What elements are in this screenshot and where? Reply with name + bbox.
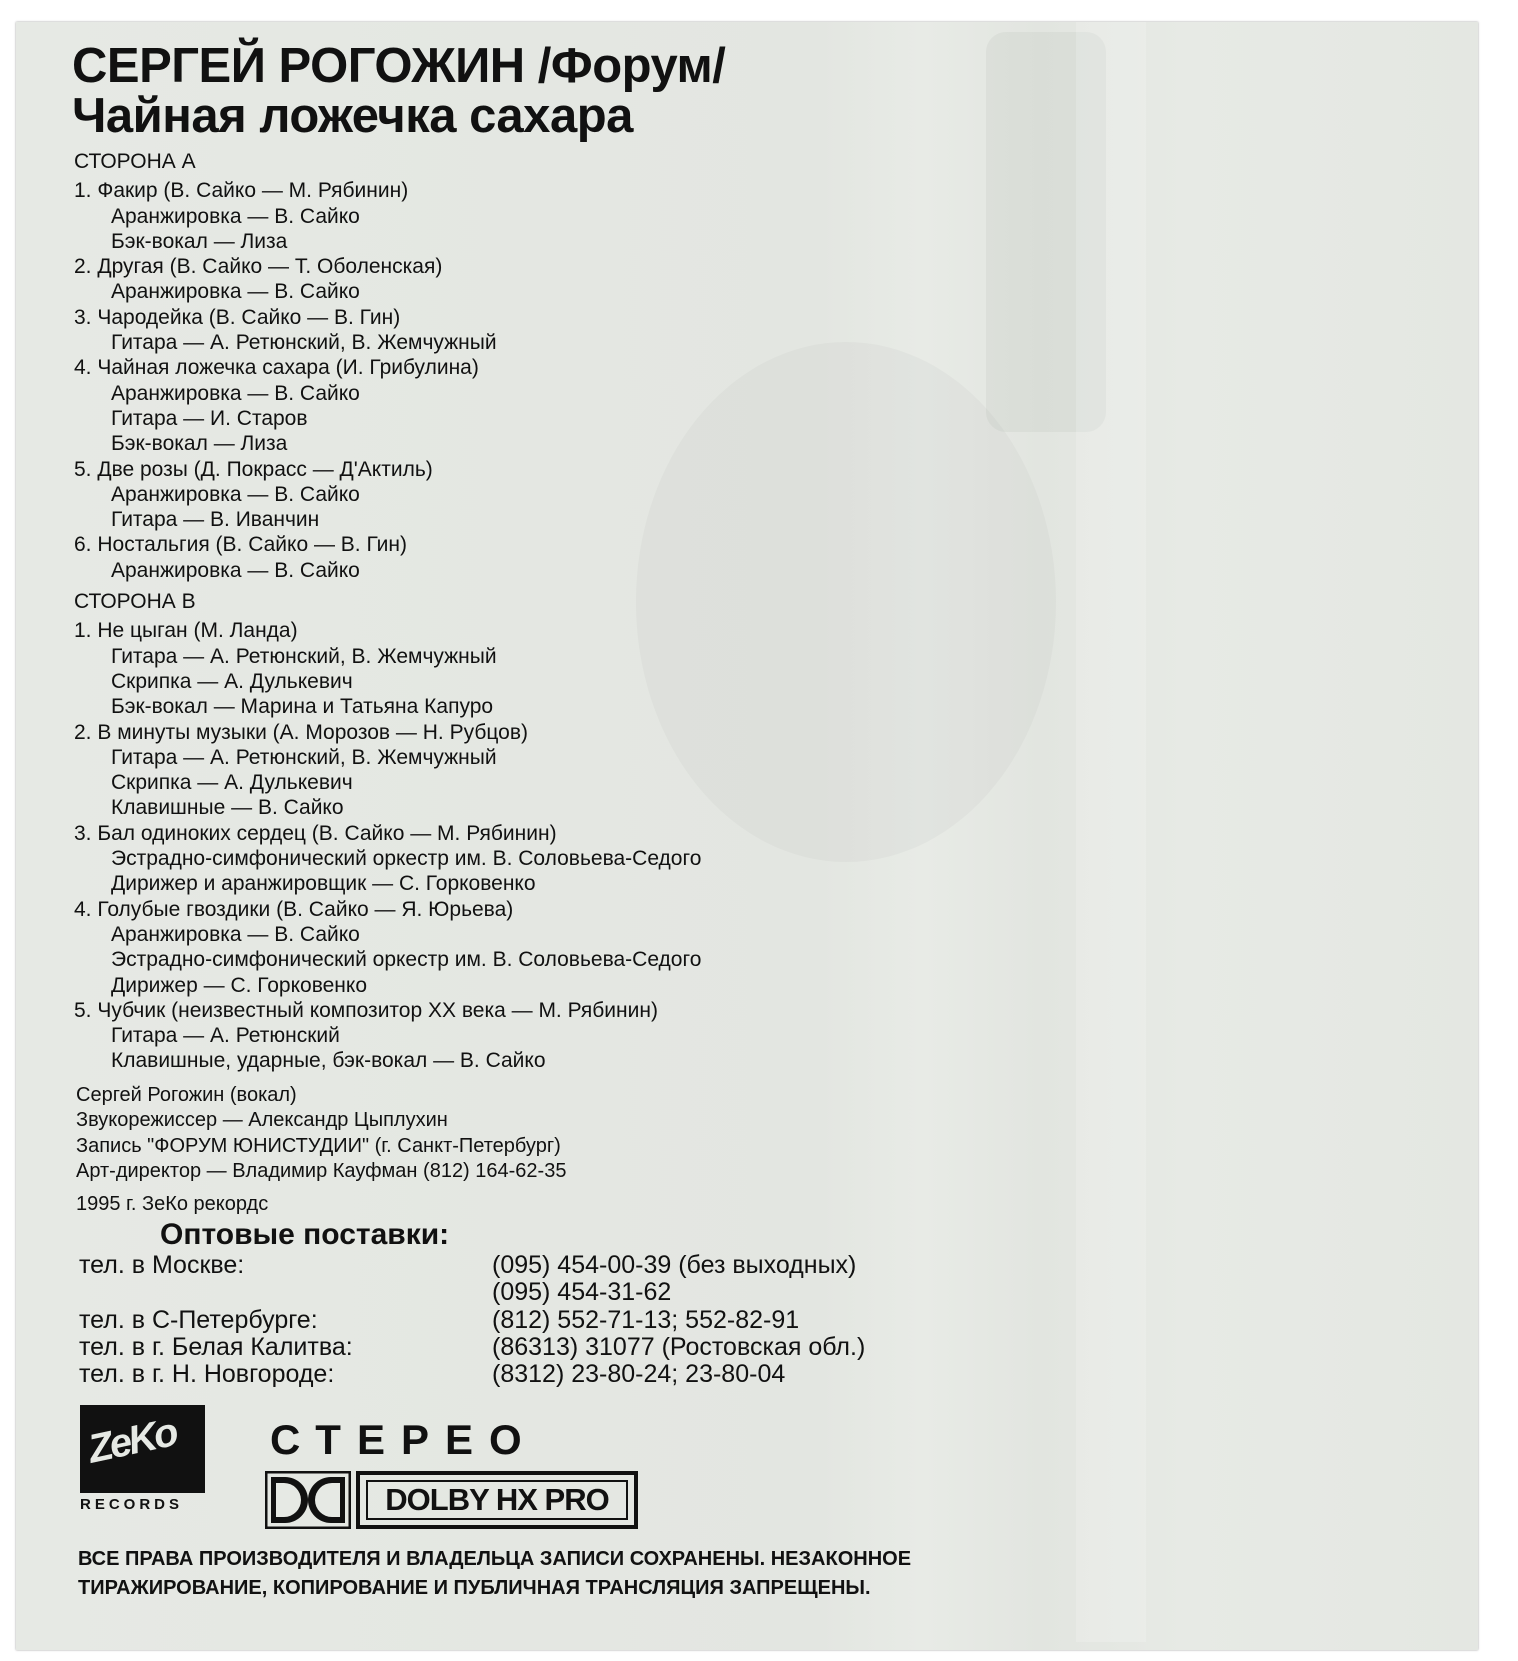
track-item [74,998,701,1074]
track-item [74,821,701,897]
side-a-tracks [74,178,701,583]
track-credit: Гитара — И. Старов [111,406,308,430]
track-credit: Бэк-вокал — Лиза [111,229,288,253]
rights-line: ТИРАЖИРОВАНИЕ, КОПИРОВАНИЕ И ПУБЛИЧНАЯ ТРАНСЛЯЦИЯ ЗАПРЕЩЕНЫ. [78,1577,871,1599]
phone-city-label: тел. в С-Петербурге: [79,1305,318,1334]
track-credit: Бэк-вокал — Марина и Татьяна Капуро [111,695,494,719]
fold-highlight [1076,22,1146,1642]
track-title: 3. Бал одиноких сердец (В. Сайко — М. Рябинин) [74,821,557,845]
track-credit: Гитара — А. Ретюнский, В. Жемчужный [111,644,497,668]
rights-line: ВСЕ ПРАВА ПРОИЗВОДИТЕЛЯ И ВЛАДЕЛЬЦА ЗАПИСИ СОХРАНЕНЫ. НЕЗАКОННОЕ [78,1548,912,1570]
side-b-label: СТОРОНА В [74,590,196,614]
art-director-credit: Арт-директор — Владимир Кауфман (812) 164-62-35 [76,1159,567,1182]
track-item [74,355,701,456]
track-credit: Гитара — А. Ретюнский, В. Жемчужный [111,745,497,769]
track-item [74,254,701,305]
track-credit: Аранжировка — В. Сайко [111,204,360,228]
track-credit: Эстрадно-симфонический оркестр им. В. Соловьева-Седого [111,847,702,871]
track-item [74,897,701,998]
track-title: 4. Чайная ложечка сахара (И. Грибулина) [74,356,479,380]
track-credit: Аранжировка — В. Сайко [111,922,360,946]
track-item [74,532,701,583]
track-item [74,178,701,254]
phone-number: (812) 552-71-13; 552-82-91 [492,1305,800,1334]
phone-row [79,1252,979,1279]
album-title: Чайная ложечка сахара [72,89,633,143]
logo-caption: RECORDS [80,1496,184,1513]
phone-number: (095) 454-00-39 (без выходных) [492,1251,857,1279]
track-credit: Эстрадно-симфонический оркестр им. В. Соловьева-Седого [111,948,702,972]
track-credit: Гитара — А. Ретюнский [111,1024,340,1048]
phone-number: (8312) 23-80-24; 23-80-04 [492,1360,786,1389]
phone-row [79,1361,979,1388]
side-a-label: СТОРОНА А [74,150,196,173]
side-b-tracks [74,618,701,1073]
track-credit: Аранжировка — В. Сайко [111,280,360,304]
track-credit: Гитара — А. Ретюнский, В. Жемчужный [111,331,497,355]
track-item [74,618,701,719]
phone-number: (86313) 31077 (Ростовская обл.) [492,1332,866,1361]
track-title: 1. Не цыган (М. Ланда) [74,619,298,643]
track-credit: Бэк-вокал — Лиза [111,432,288,456]
phone-row [79,1334,979,1361]
track-title: 5. Чубчик (неизвестный композитор XX века — М. Рябинин) [74,998,658,1022]
track-credit: Аранжировка — В. Сайко [111,558,360,582]
track-title: 5. Две розы (Д. Покрасс — Д'Актиль) [74,457,433,481]
track-credit: Дирижер — С. Горковенко [111,973,367,997]
rights-notice [78,1545,911,1603]
track-title: 3. Чародейка (В. Сайко — В. Гин) [74,305,401,329]
track-credit: Клавишные — В. Сайко [111,796,344,820]
track-title: 6. Ностальгия (В. Сайко — В. Гин) [74,533,407,557]
track-credit: Гитара — В. Иванчин [111,508,320,532]
phone-city-label: тел. в Москве: [79,1251,245,1279]
track-title: 1. Факир (В. Сайко — М. Рябинин) [74,179,409,203]
dolby-double-d-icon [265,1471,351,1529]
credits-footer [76,1083,566,1184]
logo-wordmark: ZeKo [84,1410,180,1472]
track-credit: Скрипка — А. Дулькевич [111,669,353,693]
track-credit: Клавишные, ударные, бэк-вокал — В. Сайко [111,1049,546,1073]
dolby-text: DOLBY HX PRO [366,1480,628,1520]
phone-city-label: тел. в г. Н. Новгороде: [79,1360,335,1389]
track-title: 2. В минуты музыки (А. Морозов — Н. Рубцов) [74,720,528,744]
track-item [74,720,701,821]
recording-credit: Запись "ФОРУМ ЮНИСТУДИИ" (г. Санкт-Петербург) [76,1134,561,1157]
wholesale-heading: Оптовые поставки: [160,1218,450,1251]
track-title: 4. Голубые гвоздики (В. Сайко — Я. Юрьева) [74,897,514,921]
phone-list [79,1252,979,1388]
track-item [74,457,701,533]
phone-city-label: тел. в г. Белая Калитва: [79,1332,353,1361]
engineer-credit: Звукорежиссер — Александр Цыплухин [76,1109,448,1132]
track-title: 2. Другая (В. Сайко — Т. Оболенская) [74,255,443,279]
track-credit: Скрипка — А. Дулькевич [111,771,353,795]
track-item [74,305,701,356]
phone-number: (095) 454-31-62 [492,1278,672,1307]
phone-row [79,1307,979,1334]
stereo-label: СТЕРЕО [270,1416,538,1463]
track-credit: Аранжировка — В. Сайко [111,381,360,405]
tracklist [74,147,701,1074]
vocal-credit: Сергей Рогожин (вокал) [76,1084,297,1106]
year-label: 1995 г. ЗеКо рекордс [76,1193,269,1215]
track-credit: Дирижер и аранжировщик — С. Горковенко [111,872,536,896]
artist-title: СЕРГЕЙ РОГОЖИН /Форум/ [72,39,726,93]
phone-row [79,1279,979,1306]
zeko-records-logo [80,1405,205,1493]
dolby-hx-pro-badge [356,1471,638,1529]
track-credit: Аранжировка — В. Сайко [111,482,360,506]
